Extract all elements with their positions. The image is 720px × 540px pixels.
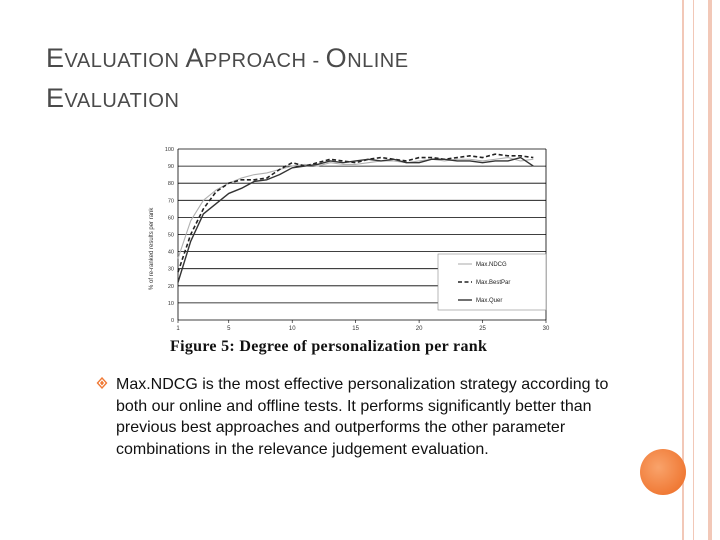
series-line-max-ndcg (178, 158, 533, 259)
diamond-bullet-icon (96, 377, 108, 389)
x-tick-labels (176, 320, 550, 332)
legend-label-max-ndcg: Max.NDCG (476, 262, 507, 268)
x-tick-label: 10 (288, 326, 296, 332)
decorative-rule-3 (708, 0, 712, 540)
chart-figure (140, 140, 560, 358)
title-line-1: EVALUATION APPROACH - ONLINE (46, 43, 409, 73)
legend (438, 254, 546, 310)
orange-circle-decoration (640, 449, 686, 495)
x-tick-label: 15 (352, 326, 359, 332)
bullet-text: Max.NDCG is the most effective personalization strategy according to both our online and offline tests. It performs significantly better than previous best approaches and outperforms the other parameter combinations in the relevance judgement evaluation. (116, 376, 609, 458)
y-tick-label: 80 (167, 181, 174, 188)
bullet-item (96, 374, 626, 460)
y-tick-label: 90 (167, 164, 174, 171)
title-line-2: EVALUATION (46, 83, 180, 113)
y-tick-label: 0 (170, 318, 174, 324)
y-tick-label: 30 (167, 266, 174, 273)
slide-title (46, 40, 646, 120)
legend-label-max-bestpar: Max.BestPar (476, 280, 511, 286)
x-tick-label: 20 (415, 326, 423, 332)
y-tick-label: 100 (164, 147, 174, 153)
y-tick-label: 40 (167, 249, 174, 256)
y-tick-label: 50 (167, 232, 174, 239)
x-tick-label: 30 (542, 326, 550, 332)
decorative-rule-2 (693, 0, 694, 540)
x-tick-label: 1 (176, 326, 180, 332)
y-tick-labels (165, 147, 174, 324)
y-tick-label: 60 (167, 215, 174, 222)
chart-caption: Figure 5: Degree of personalization per rank (170, 338, 488, 355)
y-axis-label: % of re-ranked results per rank (149, 207, 155, 290)
line-chart (140, 140, 560, 358)
legend-label-max-quer: Max.Quer (476, 298, 503, 304)
y-tick-label: 70 (167, 198, 174, 205)
x-tick-label: 5 (227, 326, 231, 332)
y-tick-label: 10 (167, 300, 174, 307)
y-tick-label: 20 (167, 283, 174, 290)
x-tick-label: 25 (479, 326, 486, 332)
